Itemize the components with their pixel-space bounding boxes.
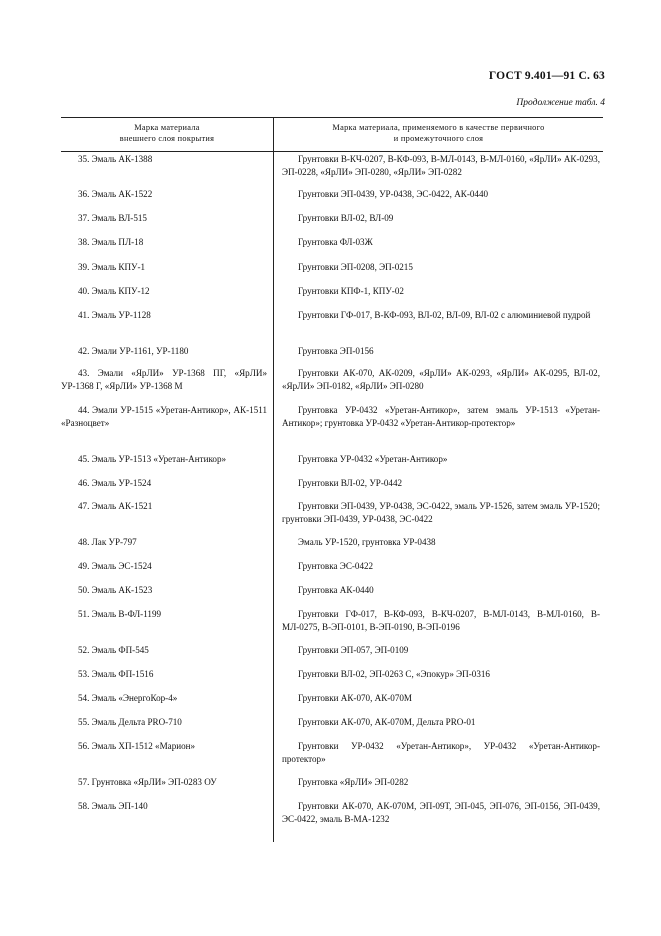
table-continuation-label: Продолжение табл. 4 (516, 98, 605, 108)
outer-material-cell: 55. Эмаль Дельта PRO-710 (78, 717, 182, 727)
outer-material-cell: 51. Эмаль В-ФЛ-1199 (78, 609, 162, 619)
primer-material-cell: Грунтовки АК-070, АК-0209, «ЯрЛИ» АК-0293, «ЯрЛИ» АК-0295, ВЛ-02, «ЯрЛИ» ЭП-0182, «ЯрЛИ» ЭП-0280 (282, 368, 600, 392)
column-header-line: внешнего слоя покрытия (119, 133, 215, 143)
outer-material-cell: 49. Эмаль ЭС-1524 (78, 561, 152, 571)
primer-material-cell: Грунтовки ЭП-0439, УР-0438, ЭС-0422, АК-0440 (298, 189, 489, 199)
primer-material-cell: Грунтовки КПФ-1, КПУ-02 (298, 286, 404, 296)
outer-material-cell: 37. Эмаль ВЛ-515 (78, 213, 147, 223)
primer-material-cell: Грунтовка АК-0440 (298, 585, 374, 595)
primer-material-cell: Эмаль УР-1520, грунтовка УР-0438 (298, 537, 436, 547)
primer-material-cell: Грунтовка УР-0432 «Уретан-Антикор» (298, 454, 448, 464)
primer-material-cell: Грунтовки АК-070, АК-070М, ЭП-09Т, ЭП-045, ЭП-076, ЭП-0156, ЭП-0439, ЭС-0422, эмаль В-МА-1232 (282, 801, 600, 825)
primer-material-cell: Грунтовка ФЛ-03Ж (298, 237, 373, 247)
outer-material-cell: 47. Эмаль АК-1521 (78, 501, 153, 511)
outer-material-cell: 36. Эмаль АК-1522 (78, 189, 153, 199)
outer-material-cell: 56. Эмаль ХП-1512 «Марион» (78, 741, 196, 751)
primer-material-cell: Грунтовка УР-0432 «Уретан-Антикор», затем эмаль УР-1513 «Уретан-Антикор»; грунтовка УР-0432 «Уретан-Антикор-протектор» (282, 405, 600, 429)
primer-material-cell: Грунтовки ЭП-0439, УР-0438, ЭС-0422, эмаль УР-1526, затем эмаль УР-1520; грунтовки ЭП-0439, УР-0438, ЭС-0422 (282, 501, 600, 525)
outer-material-cell: 52. Эмаль ФП-545 (78, 645, 149, 655)
outer-material-cell: 54. Эмаль «ЭнергоКор-4» (78, 693, 178, 703)
primer-material-cell: Грунтовки ГФ-017, В-КФ-093, В-КЧ-0207, В-МЛ-0143, В-МЛ-0160, В-МЛ-0275, В-ЭП-0101, В-ЭП-0190, В-ЭП-0196 (282, 609, 600, 633)
table-header-rule (61, 151, 603, 152)
primer-material-cell: Грунтовки ВЛ-02, ВЛ-09 (298, 213, 394, 223)
column-header-line: и промежуточного слоя (393, 133, 484, 143)
primer-material-cell: Грунтовки В-КЧ-0207, В-КФ-093, В-МЛ-0143, В-МЛ-0160, «ЯрЛИ» АК-0293, ЭП-0228, «ЯрЛИ» ЭП-0280, «ЯрЛИ» ЭП-0282 (282, 154, 600, 178)
primer-material-cell: Грунтовки АК-070, АК-070М, Дельта PRO-01 (298, 717, 476, 727)
column-header-line: Марка материала (134, 123, 200, 132)
page-header: ГОСТ 9.401—91 С. 63 (488, 70, 605, 82)
table-top-rule (61, 117, 603, 118)
primer-material-cell: Грунтовки ВЛ-02, УР-0442 (298, 478, 403, 488)
primer-material-cell: Грунтовка ЭП-0156 (298, 346, 374, 356)
primer-material-cell: Грунтовка ЭС-0422 (298, 561, 374, 571)
outer-material-cell: 53. Эмаль ФП-1516 (78, 669, 154, 679)
column-header-line: Марка материала, применяемого в качестве первичного (332, 123, 545, 132)
outer-material-cell: 40. Эмаль КПУ-12 (78, 286, 150, 296)
materials-table (61, 117, 603, 843)
primer-material-cell: Грунтовки ГФ-017, В-КФ-093, ВЛ-02, ВЛ-09, ВЛ-02 с алюминиевой пудрой (298, 310, 591, 320)
primer-material-cell: Грунтовки УР-0432 «Уретан-Антикор», УР-0432 «Уретан-Антикор-протектор» (282, 741, 600, 765)
outer-material-cell: 48. Лак УР-797 (78, 537, 137, 547)
outer-material-cell: 44. Эмали УР-1515 «Уретан-Антикор», АК-1511 «Разноцвет» (61, 405, 267, 429)
outer-material-cell: 57. Грунтовка «ЯрЛИ» ЭП-0283 ОУ (78, 777, 217, 787)
primer-material-cell: Грунтовки АК-070, АК-070М (298, 693, 413, 703)
outer-material-cell: 39. Эмаль КПУ-1 (78, 262, 146, 272)
primer-material-cell: Грунтовки ЭП-057, ЭП-0109 (298, 645, 409, 655)
outer-material-cell: 38. Эмаль ПЛ-18 (78, 237, 144, 247)
outer-material-cell: 45. Эмаль УР-1513 «Уретан-Антикор» (78, 454, 227, 464)
outer-material-cell: 43. Эмали «ЯрЛИ» УР-1368 ПГ, «ЯрЛИ» УР-1368 Г, «ЯрЛИ» УР-1368 М (61, 368, 267, 392)
outer-material-cell: 46. Эмаль УР-1524 (78, 478, 152, 488)
outer-material-cell: 35. Эмаль АК-1388 (78, 154, 153, 164)
outer-material-cell: 41. Эмаль УР-1128 (78, 310, 151, 320)
column-header-primer-layer (274, 123, 603, 144)
primer-material-cell: Грунтовки ВЛ-02, ЭП-0263 С, «Эпокур» ЭП-0316 (298, 669, 490, 679)
primer-material-cell: Грунтовка «ЯрЛИ» ЭП-0282 (298, 777, 409, 787)
primer-material-cell: Грунтовки ЭП-0208, ЭП-0215 (298, 262, 413, 272)
outer-material-cell: 50. Эмаль АК-1523 (78, 585, 153, 595)
table-column-divider (273, 117, 274, 842)
outer-material-cell: 42. Эмали УР-1161, УР-1180 (78, 346, 189, 356)
outer-material-cell: 58. Эмаль ЭП-140 (78, 801, 148, 811)
column-header-outer-layer (61, 123, 273, 144)
